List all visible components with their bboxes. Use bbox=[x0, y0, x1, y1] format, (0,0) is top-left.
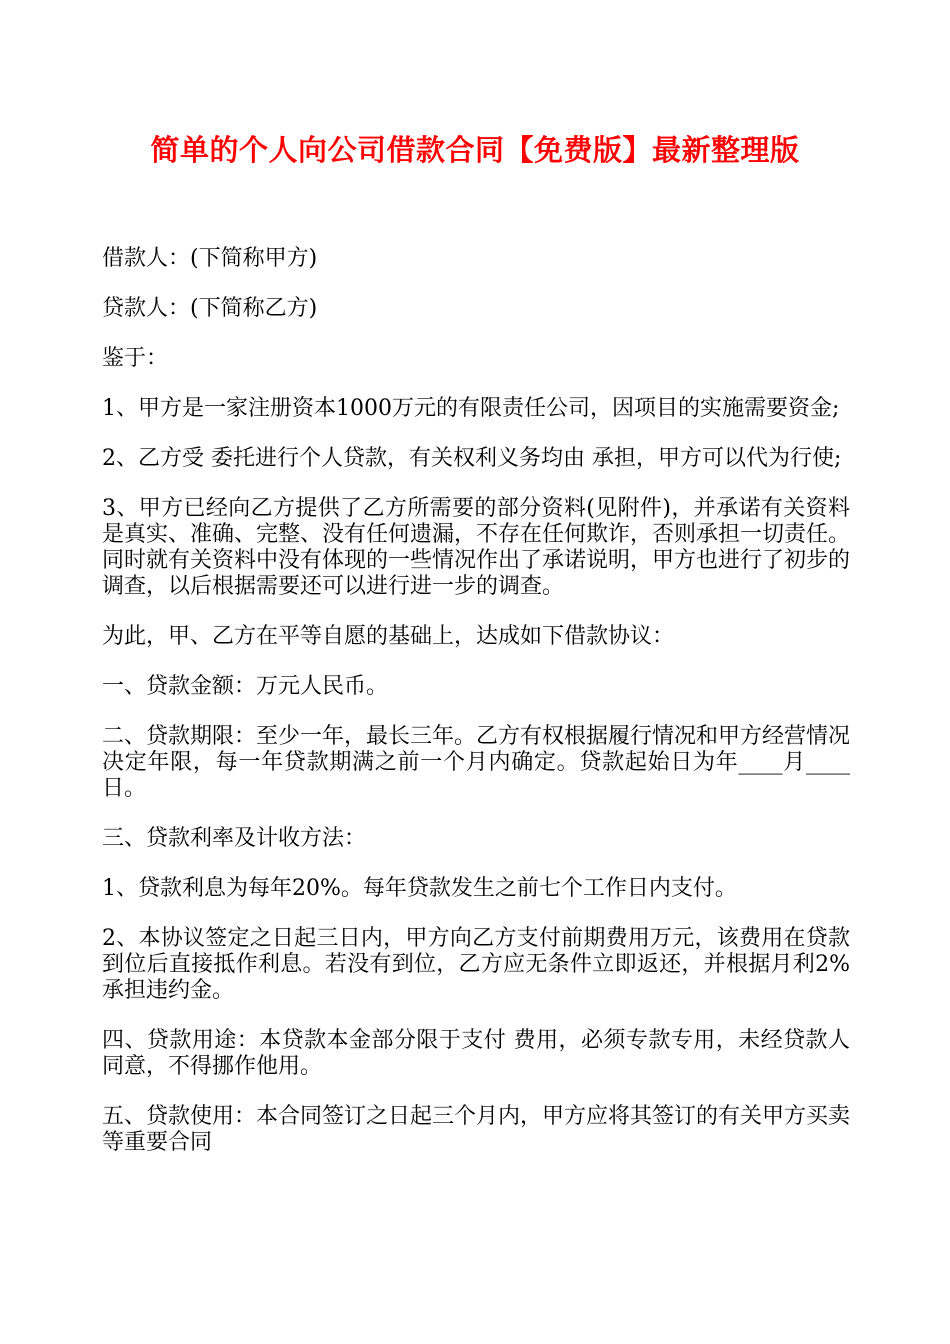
paragraph-lender: 贷款人：(下简称乙方) bbox=[102, 296, 318, 321]
page-title: 简单的个人向公司借款合同【免费版】最新整理版 bbox=[150, 133, 800, 167]
paragraph-interest-2: 2、本协议签定之日起三日内，甲方向乙方支付前期费用万元，该费用在贷款到位后直接抵作利息。若没有到位，乙方应无条件立即返还，并根据月利2%承担违约金。 bbox=[102, 926, 850, 1003]
paragraph-whereas-1: 1、甲方是一家注册资本1000万元的有限责任公司，因项目的实施需要资金; bbox=[102, 396, 840, 421]
paragraph-loan-purpose: 四、贷款用途：本贷款本金部分限于支付 费用，必须专款专用，未经贷款人同意，不得挪作他用。 bbox=[102, 1028, 850, 1079]
contract-body bbox=[102, 246, 850, 1180]
paragraph-loan-term: 二、贷款期限：至少一年，最长三年。乙方有权根据履行情况和甲方经营情况决定年限，每一年贷款期满之前一个月内确定。贷款起始日为年____月____日。 bbox=[102, 724, 851, 801]
paragraph-agreement-intro: 为此，甲、乙方在平等自愿的基础上，达成如下借款协议： bbox=[102, 624, 675, 649]
paragraph-interest-heading: 三、贷款利率及计收方法： bbox=[102, 826, 367, 851]
paragraph-loan-amount: 一、贷款金额：万元人民币。 bbox=[102, 674, 389, 699]
paragraph-interest-1: 1、贷款利息为每年20%。每年贷款发生之前七个工作日内支付。 bbox=[102, 876, 737, 901]
paragraph-whereas-3: 3、甲方已经向乙方提供了乙方所需要的部分资料(见附件)，并承诺有关资料是真实、准确、完整、没有任何遗漏，不存在任何欺诈，否则承担一切责任。同时就有关资料中没有体现的一些情况作出了承诺说明，甲方也进行了初步的调查，以后根据需要还可以进行进一步的调查。 bbox=[102, 496, 851, 599]
paragraph-borrower: 借款人：(下简称甲方) bbox=[102, 246, 318, 271]
paragraph-whereas-2: 2、乙方受 委托进行个人贷款，有关权利义务均由 承担，甲方可以代为行使; bbox=[102, 446, 842, 471]
paragraph-whereas: 鉴于： bbox=[102, 346, 169, 371]
paragraph-loan-use: 五、贷款使用：本合同签订之日起三个月内，甲方应将其签订的有关甲方买卖等重要合同 bbox=[102, 1104, 851, 1155]
